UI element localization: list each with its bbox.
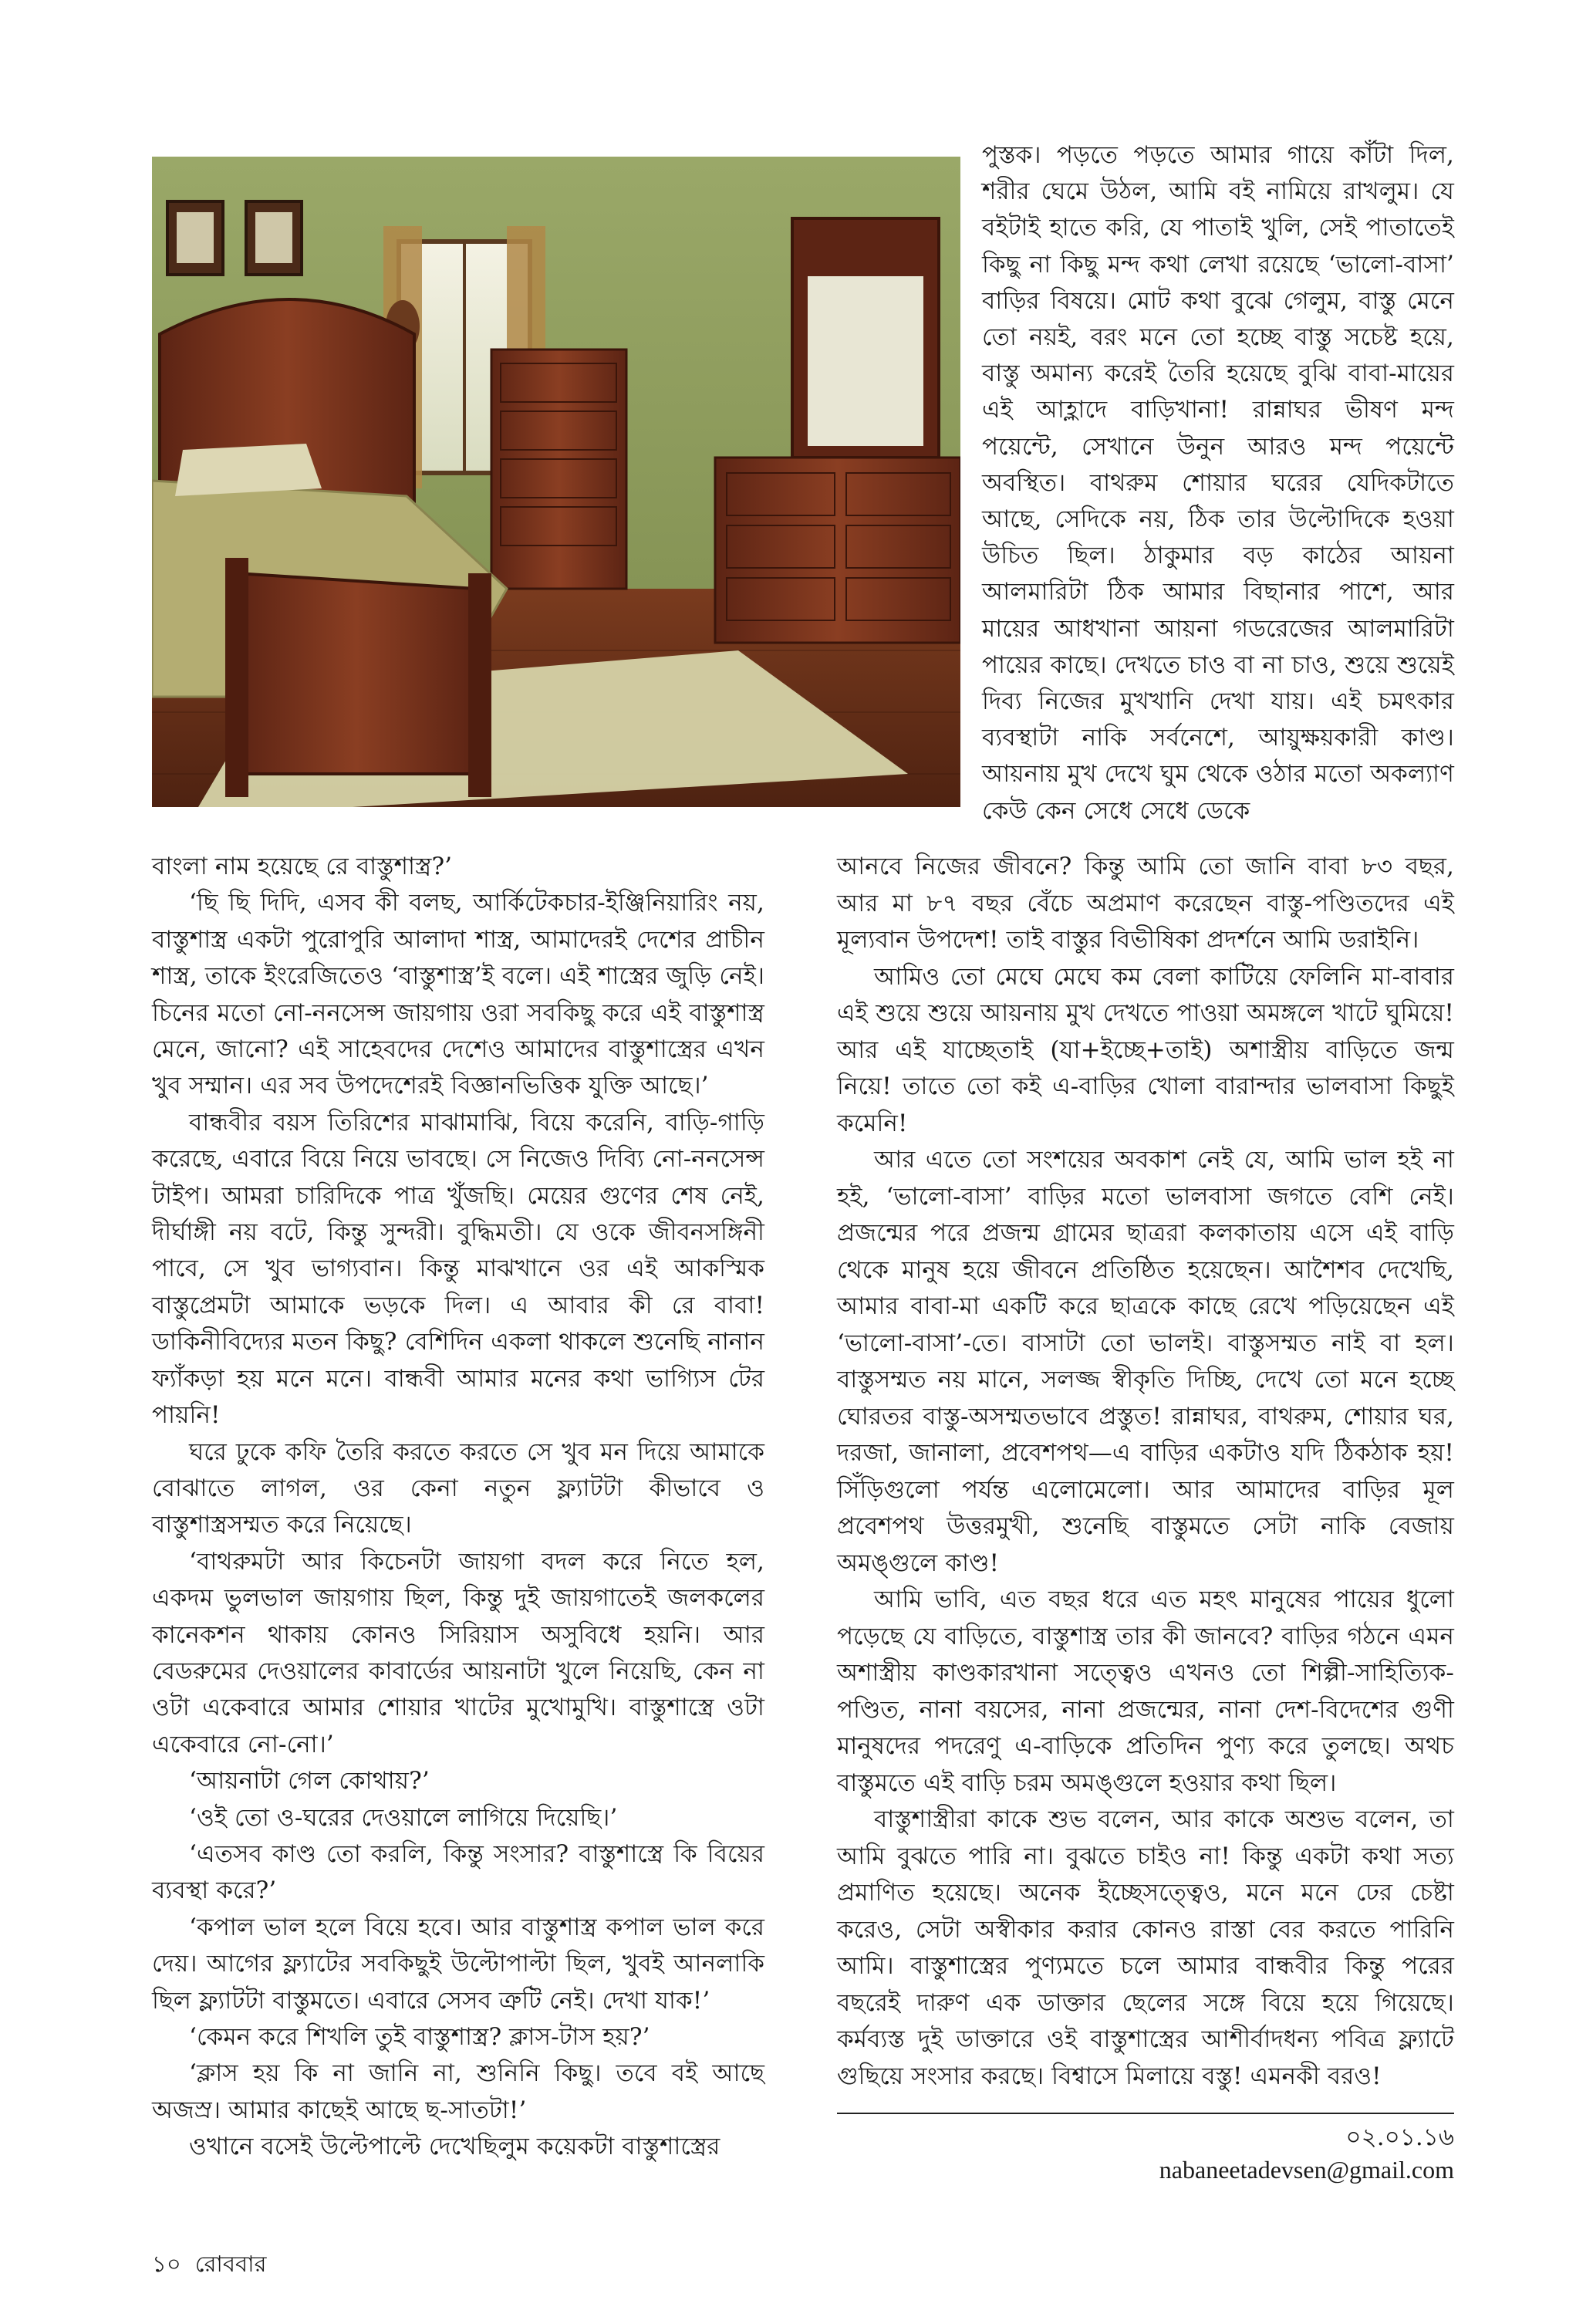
paragraph: ‘ওই তো ও-ঘরের দেওয়ালে লাগিয়ে দিয়েছি।’: [189, 1803, 618, 1832]
article-column-left: [152, 849, 764, 2166]
paragraph: ‘এতসব কাণ্ড তো করলি, কিন্তু সংসার? বাস্তুশাস্ত্রে কি বিয়ের ব্যবস্থা করে?’: [152, 1839, 764, 1905]
paragraph: ‘ক্লাস হয় কি না জানি না, শুনিনি কিছু। তবে বই আছে অজস্র। আমার কাছেই আছে ছ-সাতটা!’: [152, 2059, 764, 2124]
paragraph: বাস্তুশাস্ত্রীরা কাকে শুভ বলেন, আর কাকে অশুভ বলেন, তা আমি বুঝতে পারি না। বুঝতে চাইও না! কিন্তু একটা কথা সত্য প্রমাণিত হয়েছে। অনেক ইচ্ছেসত্ত্বেও, মনে মনে ঢের চেষ্টা করেও, সেটা অস্বীকার করার কোনও রাস্তা বের করতে পারিনি আমি। বাস্তুশাস্ত্রের পুণ্যমতে চলে আমার বান্ধবীর কিন্তু পরের বছরেই দারুণ এক ডাক্তার ছেলের সঙ্গে বিয়ে হয়ে গিয়েছে। কর্মব্যস্ত দুই ডাক্তারে ওই বাস্তুশাস্ত্রের আশীর্বাদধন্য পবিত্র ফ্ল্যাটে গুছিয়ে সংসার করছে। বিশ্বাসে মিলায়ে বস্তু! এমনকী বরও!: [837, 1805, 1454, 2090]
paragraph: বান্ধবীর বয়স তিরিশের মাঝামাঝি, বিয়ে করেনি, বাড়ি-গাড়ি করেছে, এবারে বিয়ে নিয়ে ভাবছে। সে নিজেও দিব্যি নো-ননসেন্স টাইপ। আমরা চারিদিকে পাত্র খুঁজছি। মেয়ের গুণের শেষ নেই, দীর্ঘাঙ্গী নয় বটে, কিন্তু সুন্দরী। বুদ্ধিমতী। যে ওকে জীবনসঙ্গিনী পাবে, সে খুব ভাগ্যবান। কিন্তু মাঝখানে ওর এই আকস্মিক বাস্তুপ্রেমটা আমাকে ভড়কে দিল। এ আবার কী রে বাবা! ডাকিনীবিদ্যের মতন কিছু? বেশিদিন একলা থাকলে শুনেছি নানান ফ্যাঁকড়া হয় মনে মনে। বান্ধবী আমার মনের কথা ভাগ্যিস টের পায়নি!: [152, 1108, 764, 1430]
bedroom-illustration: [152, 157, 960, 807]
paragraph: ‘বাথরুমটা আর কিচেনটা জায়গা বদল করে নিতে হল, একদম ভুলভাল জায়গায় ছিল, কিন্তু দুই জায়গাতেই জলকলের কানেকশন থাকায় কোনও সিরিয়াস অসুবিধে হয়নি। আর বেডরুমের দেওয়ালের কাবার্ডের আয়নাটা খুলে নিয়েছি, কেন না ওটা একেবারে আমার শোয়ার খাটের মুখোমুখি। বাস্তুশাস্ত্রে ওটা একেবারে নো-নো।’: [152, 1547, 764, 1758]
paragraph: ‘আয়নাটা গেল কোথায়?’: [189, 1767, 430, 1795]
paragraph: আর এতে তো সংশয়ের অবকাশ নেই যে, আমি ভাল হই না হই, ‘ভালো-বাসা’ বাড়ির মতো ভালবাসা জগতে বেশি নেই। প্রজন্মের পরে প্রজন্ম গ্রামের ছাত্ররা কলকাতায় এসে এই বাড়ি থেকে মানুষ হয়ে জীবনে প্রতিষ্ঠিত হয়েছেন। আশৈশব দেখেছি, আমার বাবা-মা একটি করে ছাত্রকে কাছে রেখে পড়িয়েছেন এই ‘ভালো-বাসা’-তে। বাসাটা তো ভালই। বাস্তুসম্মত নাই বা হল। বাস্তুসম্মত নয় মানে, সলজ্জ স্বীকৃতি দিচ্ছি, দেখে তো মনে হচ্ছে ঘোরতর বাস্তু-অসম্মতভাবে প্রস্তুত! রান্নাঘর, বাথরুম, শোয়ার ঘর, দরজা, জানালা, প্রবেশপথ—এ বাড়ির একটাও যদি ঠিকঠাক হয়! সিঁড়িগুলো পর্যন্ত এলোমেলো। আর আমাদের বাড়ির মূল প্রবেশপথ উত্তরমুখী, শুনেছি বাস্তুমতে সেটা নাকি বেজায় অমঙ্গুলে কাণ্ড!: [837, 1146, 1454, 1577]
paragraph: আমিও তো মেঘে মেঘে কম বেলা কাটিয়ে ফেলিনি মা-বাবার এই শুয়ে শুয়ে আয়নায় মুখ দেখতে পাওয়া অমঙ্গলে খাটে ঘুমিয়ে! আর এই যাচ্ছেতাই (যা+ইচ্ছে+তাই) অশাস্ত্রীয় বাড়িতে জন্ম নিয়ে! তাতে তো কই এ-বাড়ির খোলা বারান্দার ভালবাসা কিছুই কমেনি!: [837, 962, 1454, 1137]
paragraph: ঘরে ঢুকে কফি তৈরি করতে করতে সে খুব মন দিয়ে আমাকে বোঝাতে লাগল, ওর কেনা নতুন ফ্ল্যাটটা কীভাবে ও বাস্তুশাস্ত্রসম্মত করে নিয়েছে।: [152, 1437, 764, 1539]
paragraph: পুস্তক। পড়তে পড়তে আমার গায়ে কাঁটা দিল, শরীর ঘেমে উঠল, আমি বই নামিয়ে রাখলুম। যে বইটাই হাতে করি, যে পাতাই খুলি, সেই পাতাতেই কিছু না কিছু মন্দ কথা লেখা রয়েছে ‘ভালো-বাসা’ বাড়ির বিষয়ে। মোট কথা বুঝে গেলুম, বাস্তু মেনে তো নয়ই, বরং মনে তো হচ্ছে বাস্তু সচেষ্ট হয়ে, বাস্তু অমান্য করেই তৈরি হয়েছে বুঝি বাবা-মায়ের এই আহ্লাদে বাড়িখানা! রান্নাঘর ভীষণ মন্দ পয়েন্টে, সেখানে উনুন আরও মন্দ পয়েন্টে অবস্থিত। বাথরুম শোয়ার ঘরের যেদিকটাতে আছে, সেদিকে নয়, ঠিক তার উল্টোদিকে হওয়া উচিত ছিল। ঠাকুমার বড় কাঠের আয়না আলমারিটা ঠিক আমার বিছানার পাশে, আর মায়ের আধখানা আয়না গডরেজের আলমারিটা পায়ের কাছে। দেখতে চাও বা না চাও, শুয়ে শুয়েই দিব্য নিজের মুখখানি দেখা যায়। এই চমৎকার ব্যবস্থাটা নাকি সর্বনেশে, আয়ুক্ষয়কারী কাণ্ড। আয়নায় মুখ দেখে ঘুম থেকে ওঠার মতো অকল্যাণ কেউ কেন সেধে সেধে ডেকে: [982, 141, 1454, 825]
paragraph: আনবে নিজের জীবনে? কিন্তু আমি তো জানি বাবা ৮৩ বছর, আর মা ৮৭ বছর বেঁচে অপ্রমাণ করেছেন বাস্তু-পণ্ডিতদের এই মূল্যবান উপদেশ! তাই বাস্তুর বিভীষিকা প্রদর্শনে আমি ডরাইনি।: [837, 853, 1454, 954]
author-email-link[interactable]: nabaneetadevsen@gmail.com: [1159, 2156, 1454, 2184]
paragraph: ‘কপাল ভাল হলে বিয়ে হবে। আর বাস্তুশাস্ত্র কপাল ভাল করে দেয়। আগের ফ্ল্যাটের সবকিছুই উল্টোপাল্টা ছিল, খুবই আনলাকি ছিল ফ্ল্যাটটা বাস্তুমতে। এবারে সেসব ত্রুটি নেই। দেখা যাক!’: [152, 1913, 764, 2015]
paragraph: ওখানে বসেই উল্টেপাল্টে দেখেছিলুম কয়েকটা বাস্তুশাস্ত্রের: [189, 2133, 721, 2161]
end-separator: [837, 2113, 1454, 2114]
paragraph: বাংলা নাম হয়েছে রে বাস্তুশাস্ত্র?’: [152, 853, 453, 880]
paragraph: ‘কেমন করে শিখলি তুই বাস্তুশাস্ত্র? ক্লাস-টাস হয়?’: [189, 2023, 650, 2051]
page-footer: [152, 2248, 266, 2279]
page-number: ১০: [152, 2251, 181, 2277]
paragraph: ‘ছি ছি দিদি, এসব কী বলছ, আর্কিটেকচার-ইঞ্জিনিয়ারিং নয়, বাস্তুশাস্ত্র একটা পুরোপুরি আলাদা শাস্ত্র, আমাদেরই দেশের প্রাচীন শাস্ত্র, তাকে ইংরেজিতেও ‘বাস্তুশাস্ত্র’ই বলে। এই শাস্ত্রের জুড়ি নেই। চিনের মতো নো-ননসেন্স জায়গায় ওরা সবকিছু করে এই বাস্তুশাস্ত্র মেনে, জানো? এই সাহেবদের দেশেও আমাদের বাস্তুশাস্ত্রের এখন খুব সম্মান। এর সব উপদেশেরই বিজ্ঞানভিত্তিক যুক্তি আছে।’: [152, 889, 764, 1100]
article-column-right-top: [982, 137, 1454, 829]
bedroom-photo: [152, 157, 960, 807]
publication-name: রোববার: [194, 2251, 267, 2277]
article-column-right-bottom: [837, 849, 1454, 2095]
paragraph: আমি ভাবি, এত বছর ধরে এত মহৎ মানুষের পায়ের ধুলো পড়েছে যে বাড়িতে, বাস্তুশাস্ত্র তার কী জানবে? বাড়ির গঠনে এমন অশাস্ত্রীয় কাণ্ডকারখানা সত্ত্বেও এখনও তো শিল্পী-সাহিত্যিক-পণ্ডিত, নানা বয়সের, নানা প্রজন্মের, নানা দেশ-বিদেশের গুণী মানুষদের পদরেণু এ-বাড়িকে প্রতিদিন পুণ্য করে তুলছে। অথচ বাস্তুমতে এই বাড়ি চরম অমঙ্গুলে হওয়ার কথা ছিল।: [837, 1586, 1454, 1797]
article-date: ০২.০১.১৬: [1345, 2123, 1454, 2151]
